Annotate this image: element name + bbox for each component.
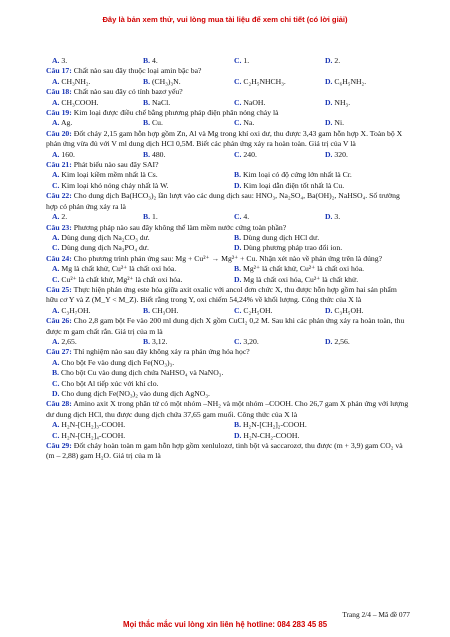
question [46,87,410,97]
option-text: Mg là chất oxi hóa, Cu²⁺ là chất khử. [243,274,359,284]
option-text: 3,12. [151,336,168,346]
answer-option [46,368,410,378]
option-letter: D. [234,243,242,253]
answer-option [319,212,410,222]
answer-option [46,431,228,441]
preview-banner: Đây là bản xem thử, vui lòng mua tài liệu để xem chi tiết (có lời giải) [102,15,348,24]
answer-option [228,150,319,160]
answer-options-row [46,170,410,180]
answer-options-row [46,358,410,368]
question-text: Chất nào sau đây thuộc loại amin bậc ba? [73,66,202,76]
answer-option [46,420,228,430]
answer-option [46,337,137,347]
option-text: 240. [243,149,257,159]
question [46,347,410,357]
option-text: 3. [61,56,68,65]
option-text: Cho dung dịch Fe(NO₃)₂ vào dung dịch AgNO₃. [61,389,210,398]
option-letter: A. [52,212,60,222]
option-text: Dùng dung dịch HCl dư. [242,232,320,242]
option-letter: C. [234,149,242,159]
option-letter: A. [52,97,60,107]
answer-option [46,306,137,316]
option-text: Cho bột Al tiếp xúc với khí clo. [61,378,159,388]
option-letter: B. [143,56,151,65]
option-letter: A. [52,170,60,180]
answer-option [319,56,410,66]
question-number: Câu 21: [46,160,72,170]
answer-option [228,243,410,253]
question-text: Cho 2,8 gam bột Fe vào 200 ml dung dịch X gồm CuCl₂ 0,2 M. Sau khi các phản ứng xảy ra hoàn toàn, thu được m gam chất rắn. Giá trị của m là [46,316,405,336]
answer-options-row [46,337,410,347]
option-text: 1. [151,212,158,222]
question-number: Câu 26: [46,316,72,326]
option-letter: B. [143,118,151,128]
option-letter: C. [52,378,60,388]
option-letter: D. [325,305,333,315]
answer-option [137,118,228,128]
question-number: Câu 18: [46,87,72,97]
answer-option [46,389,410,399]
option-text: H₂N-[CH₂]₃-COOH. [61,420,126,430]
option-letter: A. [52,336,60,346]
option-text: Ag. [60,118,73,128]
answer-option [228,275,410,285]
question [46,399,410,420]
answer-options-row [46,243,410,253]
answer-options-row [46,368,410,378]
option-text: Kim loại khó nóng chảy nhất là W. [61,180,169,190]
question [46,254,410,264]
answer-options-row [46,379,410,389]
question-number: Câu 20: [46,128,72,138]
answer-option [228,56,319,66]
option-text: Kim loại dẫn điện tốt nhất là Cu. [243,180,345,190]
option-text: CH₃NH₂. [61,76,91,86]
option-letter: B. [143,76,151,86]
question-text: Đốt cháy hoàn toàn m gam hỗn hợp gồm xenlulozơ, tinh bột và saccarozơ, thu được (m + 3,9) gam CO₂ và (m – 2,88) gam H₂O. Giá trị của m là [46,441,403,461]
option-text: Na. [243,118,255,128]
option-text: 2,65. [61,336,77,346]
answer-option [46,77,137,87]
answer-option [137,337,228,347]
option-text: H₂N-CH₂-COOH. [243,430,300,440]
option-letter: C. [234,305,242,315]
option-letter: C. [52,430,60,440]
option-text: 4. [243,212,250,222]
answer-option [46,181,228,191]
option-text: C₂H₅NHCH₃. [243,76,286,86]
option-letter: C. [234,118,242,128]
option-text: 2. [61,212,68,222]
question [46,66,410,76]
question-text: Thí nghiệm nào sau đây không xảy ra phản ứng hóa học? [73,347,250,357]
answer-options-row [46,420,410,430]
option-text: NH₃. [334,97,351,107]
option-text: C₆H₅NH₂. [334,76,367,86]
answer-options-row [46,181,410,191]
answer-option [46,264,228,274]
answer-option [228,181,410,191]
option-letter: B. [143,149,151,159]
answer-option [46,118,137,128]
question-text: Phát biểu nào sau đây SAI? [73,160,159,170]
option-text: CH₃OH. [151,305,179,315]
question [46,160,410,170]
option-letter: C. [52,274,60,284]
option-letter: C. [234,56,242,65]
option-text: Kim loại có độ cứng lớn nhất là Cr. [242,170,352,180]
option-letter: D. [325,56,333,65]
answer-option [137,77,228,87]
option-text: 480. [151,149,166,159]
answer-option [46,233,228,243]
option-letter: B. [143,97,151,107]
answer-option [137,56,228,66]
option-letter: A. [52,149,60,159]
question-number: Câu 29: [46,441,72,451]
option-text: H₂N-[CH₂]₄-COOH. [61,430,126,440]
answer-option [137,150,228,160]
option-text: 2. [334,56,341,65]
question-number: Câu 19: [46,108,72,118]
option-letter: A. [52,264,60,274]
option-text: 4. [151,56,158,65]
answer-option [228,264,410,274]
option-text: 1. [243,56,250,65]
option-text: 3,20. [243,336,259,346]
answer-option [46,275,228,285]
option-text: Dùng dung dịch Na₂CO₃ dư. [61,232,150,242]
answer-option [319,98,410,108]
option-letter: B. [234,264,242,274]
option-letter: A. [52,232,60,242]
option-letter: C. [52,243,60,253]
answer-option [137,98,228,108]
question-text: Cho phương trình phản ứng sau: Mg + Cu²⁺ → Mg²⁺ + Cu. Nhận xét nào về phản ứng trên là đúng? [73,253,383,263]
option-text: Kim loại kiềm mềm nhất là Cs. [61,170,158,180]
option-text: CH₃COOH. [61,97,99,107]
option-text: C₃H₅OH. [334,305,364,315]
question-number: Câu 17: [46,66,72,76]
option-letter: B. [143,212,151,222]
question [46,316,410,337]
option-text: NaOH. [243,97,266,107]
option-letter: D. [325,97,333,107]
option-text: Dùng dung dịch Na₃PO₄ dư. [61,243,149,253]
option-letter: C. [52,180,60,190]
answer-option [319,77,410,87]
answer-options-row [46,264,410,274]
option-letter: A. [52,118,60,128]
question-number: Câu 23: [46,222,72,232]
option-text: 320. [334,149,348,159]
option-letter: C. [234,336,242,346]
question-number: Câu 25: [46,284,72,294]
option-text: Cu. [151,118,163,128]
answer-options-row [46,212,410,222]
answer-option [228,170,410,180]
option-text: Ni. [334,118,345,128]
answer-option [46,358,410,368]
answer-option [228,420,410,430]
answer-option [228,306,319,316]
option-letter: B. [143,336,151,346]
answer-option [228,118,319,128]
option-text: (CH₃)₃N. [151,76,181,86]
answer-options-row [46,275,410,285]
answer-options-row [46,431,410,441]
option-letter: B. [52,368,60,378]
answer-option [228,98,319,108]
answer-options-row [46,233,410,243]
option-letter: B. [234,420,242,430]
option-letter: A. [52,420,60,430]
question-text: Đốt cháy 2,15 gam hỗn hợp gồm Zn, Al và Mg trong khí oxi dư, thu được 3,43 gam hỗn hợp X. Toàn bộ X phản ứng vừa đủ với V ml dung dịch HCl 0,5M. Biết các phản ứng xảy ra hoàn toàn. Giá trị của V là [46,128,403,149]
answer-option [319,337,410,347]
question-list [46,56,410,462]
option-text: 160. [61,149,75,159]
question-text: Chất nào sau đây có tính bazơ yếu? [73,87,183,97]
answer-option [46,379,410,389]
option-text: NaCl. [151,97,171,107]
option-letter: D. [325,212,333,222]
answer-option [319,118,410,128]
answer-option [46,243,228,253]
answer-options-row [46,98,410,108]
option-text: 3. [334,212,341,222]
option-letter: C. [234,76,242,86]
answer-options-row [46,150,410,160]
answer-options-row [46,118,410,128]
option-letter: A. [52,305,60,315]
option-text: Cho bột Cu vào dung dịch chứa NaHSO₄ và NaNO₃. [60,368,224,378]
answer-options-row [46,389,410,399]
option-letter: B. [143,305,151,315]
question [46,108,410,118]
question-number: Câu 28: [46,399,72,409]
answer-option [228,337,319,347]
option-letter: B. [234,232,242,242]
option-letter: C. [234,212,242,222]
option-text: Mg là chất khử, Cu²⁺ là chất oxi hóa. [61,264,177,274]
option-letter: D. [325,149,333,159]
option-letter: B. [234,170,242,180]
page-number: Trang 2/4 – Mã đề 077 [342,610,410,619]
answer-option [137,306,228,316]
option-letter: A. [52,56,60,65]
answer-option [228,431,410,441]
answer-options-row [46,306,410,316]
option-text: C₂H₅OH. [243,305,273,315]
answer-option [319,306,410,316]
option-text: Mg²⁺ là chất khử, Cu²⁺ là chất oxi hóa. [242,264,365,274]
question-number: Câu 22: [46,191,72,201]
answer-option [46,56,137,66]
answer-option [46,98,137,108]
question-text: Phương pháp nào sau đây không thể làm mềm nước cứng toàn phần? [73,222,287,232]
question [46,191,410,212]
answer-option [46,170,228,180]
answer-option [137,212,228,222]
question [46,441,410,462]
answer-option [319,150,410,160]
option-letter: A. [52,76,60,86]
question [46,223,410,233]
question [46,285,410,306]
option-letter: D. [325,336,333,346]
option-letter: D. [234,180,242,190]
option-letter: A. [52,357,60,367]
question-text: Kim loại được điều chế bằng phương pháp điện phân nóng chảy là [73,108,279,118]
option-text: Cu²⁺ là chất khử, Mg²⁺ là chất oxi hóa. [61,274,183,284]
option-letter: D. [234,274,242,284]
question-text: Cho dung dịch Ba(HCO₃)₂ lần lượt vào các dung dịch sau: HNO₃, Na₂SO₄, Ba(OH)₂, NaHSO₄. Số trường hợp có phản ứng xảy ra là [46,191,400,211]
option-text: 2,56. [334,336,350,346]
option-letter: D. [234,430,242,440]
option-letter: D. [325,118,333,128]
question-number: Câu 24: [46,253,72,263]
question [46,129,410,150]
option-letter: D. [325,76,333,86]
option-text: H₂N-[CH₂]₂-COOH. [242,420,307,430]
option-text: Dùng phương pháp trao đổi ion. [243,243,343,253]
option-letter: C. [234,97,242,107]
option-text: C₃H₇OH. [61,305,91,315]
answer-option [46,212,137,222]
answer-option [228,233,410,243]
option-text: Cho bột Fe vào dung dịch Fe(NO₃)₃. [61,357,175,367]
answer-option [228,77,319,87]
answer-options-row [46,77,410,87]
answer-options-row [46,56,410,66]
question-number: Câu 27: [46,347,72,357]
question-text: Thực hiện phản ứng este hóa giữa axit oxalic với ancol đơn chức X, thu được hỗn hợp gồm hai sản phẩm hữu cơ Y và Z (M_Y < M_Z). Biết rằng trong Y, oxi chiếm 54,24% về khối lượng. Công thức của X là [46,284,397,305]
answer-option [46,150,137,160]
answer-option [228,212,319,222]
hotline-footer: Mọi thắc mắc vui lòng xin liên hệ hotline: 084 283 45 85 [122,620,328,629]
option-letter: D. [52,389,60,398]
question-text: Amino axit X trong phân tử có một nhóm –NH₂ và một nhóm –COOH. Cho 26,7 gam X phản ứng với lượng dư dung dịch HCl, thu được dung dịch chứa 37,65 gam muối. Công thức của X là [46,399,409,419]
